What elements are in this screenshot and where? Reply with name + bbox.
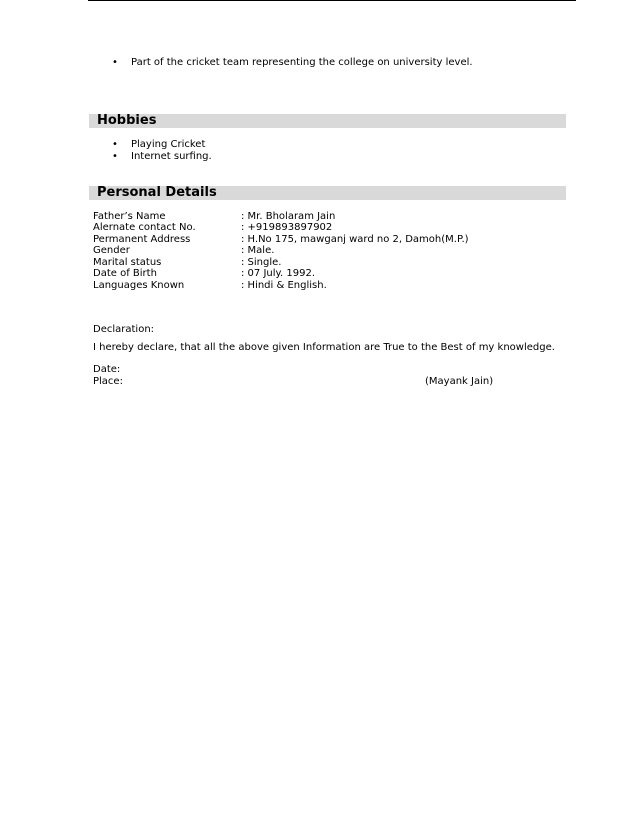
detail-value: : Mr. Bholaram Jain bbox=[241, 211, 336, 222]
hobby-text: Internet surfing. bbox=[131, 151, 212, 162]
personal-details-section-header bbox=[89, 186, 566, 200]
bullet-icon: • bbox=[112, 139, 118, 150]
detail-label: Date of Birth bbox=[93, 268, 157, 279]
signature-name: (Mayank Jain) bbox=[425, 376, 494, 387]
detail-value: : 07 July. 1992. bbox=[241, 268, 315, 279]
detail-value: : H.No 175, mawganj ward no 2, Damoh(M.P.) bbox=[241, 234, 469, 245]
hobbies-section-header bbox=[89, 114, 566, 128]
detail-label: Alernate contact No. bbox=[93, 222, 196, 233]
detail-value: : Single. bbox=[241, 257, 282, 268]
top-rule bbox=[88, 0, 576, 1]
detail-label: Gender bbox=[93, 245, 130, 256]
date-label: Date: bbox=[93, 364, 121, 375]
detail-value: : +919893897902 bbox=[241, 222, 333, 233]
detail-label: Marital status bbox=[93, 257, 162, 268]
place-label: Place: bbox=[93, 376, 123, 387]
hobbies-title: Hobbies bbox=[97, 113, 157, 128]
declaration-heading: Declaration: bbox=[93, 324, 155, 335]
personal-details-title: Personal Details bbox=[97, 185, 217, 200]
hobby-text: Playing Cricket bbox=[131, 139, 206, 150]
declaration-text: I hereby declare, that all the above given Information are True to the Best of my knowledge. bbox=[93, 342, 555, 353]
detail-value: : Hindi & English. bbox=[241, 280, 327, 291]
detail-value: : Male. bbox=[241, 245, 275, 256]
bullet-icon: • bbox=[112, 57, 118, 68]
detail-label: Father’s Name bbox=[93, 211, 166, 222]
achievement-text: Part of the cricket team representing the college on university level. bbox=[131, 57, 473, 68]
bullet-icon: • bbox=[112, 151, 118, 162]
detail-label: Languages Known bbox=[93, 280, 185, 291]
detail-label: Permanent Address bbox=[93, 234, 191, 245]
